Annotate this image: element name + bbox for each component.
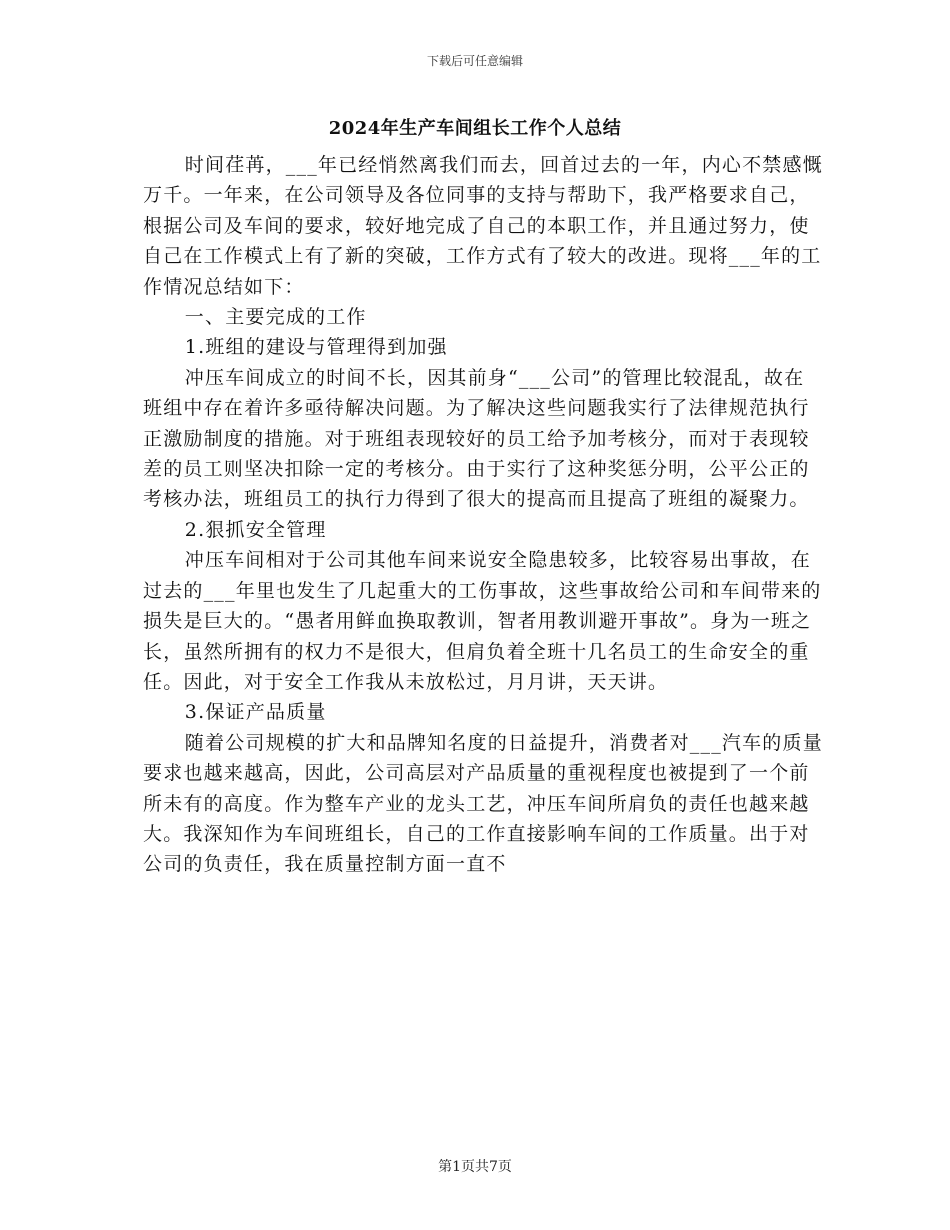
subheading-safety: 2.狠抓安全管理 bbox=[184, 518, 327, 541]
subheading-team-building: 1.班组的建设与管理得到加强 bbox=[184, 336, 448, 359]
paragraph-quality: 随着公司规模的扩大和品牌知名度的日益提升，消费者对___汽车的质量要求也越来越高，因此，公司高层对产品质量的重视程度也被提到了一个前所未有的高度。作为整车产业的龙头工艺，冲压车间所肩负的责任也越来越大。我深知作为车间班组长，自己的工作直接影响车间的工作质量。出于对公司的负责任，我在质量控制方面一直不 bbox=[143, 731, 823, 876]
page-header-note: 下载后可任意编辑 bbox=[426, 54, 523, 68]
document-title: 2024年生产车间组长工作个人总结 bbox=[328, 118, 622, 139]
section-heading-main-work: 一、主要完成的工作 bbox=[184, 306, 367, 329]
document-body bbox=[143, 150, 823, 880]
paragraph-intro: 时间荏苒，___年已经悄然离我们而去，回首过去的一年，内心不禁感慨万千。一年来，在公司领导及各位同事的支持与帮助下，我严格要求自己，根据公司及车间的要求，较好地完成了自己的本职工作，并且通过努力，使自己在工作模式上有了新的突破，工作方式有了较大的改进。现将___年的工作情况总结如下： bbox=[143, 154, 823, 298]
subheading-quality: 3.保证产品质量 bbox=[184, 701, 327, 724]
page-number: 第1页共7页 bbox=[438, 1159, 512, 1175]
paragraph-team-building: 冲压车间成立的时间不长，因其前身“___公司”的管理比较混乱，故在班组中存在着许多亟待解决问题。为了解决这些问题我实行了法律规范执行正激励制度的措施。对于班组表现较好的员工给予加考核分，而对于表现较差的员工则坚决扣除一定的考核分。由于实行了这种奖惩分明，公平公正的考核办法，班组员工的执行力得到了很大的提高而且提高了班组的凝聚力。 bbox=[143, 366, 810, 511]
paragraph-safety: 冲压车间相对于公司其他车间来说安全隐患较多，比较容易出事故，在过去的___年里也发生了几起重大的工伤事故，这些事故给公司和车间带来的损失是巨大的。“愚者用鲜血换取教训，智者用教训避开事故”。身为一班之长，虽然所拥有的权力不是很大，但肩负着全班十几名员工的生命安全的重任。因此，对于安全工作我从未放松过，月月讲，天天讲。 bbox=[143, 549, 822, 693]
